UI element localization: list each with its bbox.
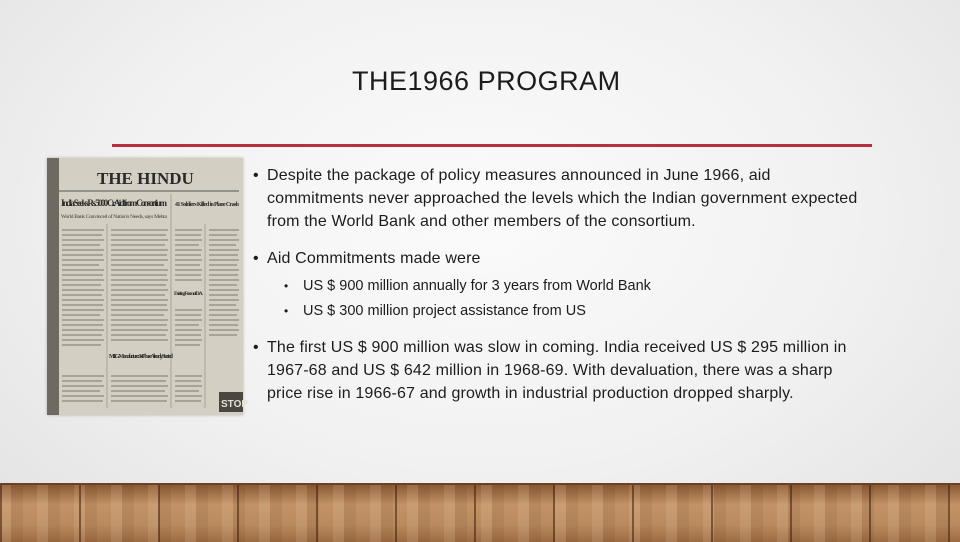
bullet-dot-icon: • bbox=[284, 279, 289, 293]
sub-bullet-list bbox=[248, 274, 868, 324]
headline-4: M.I.G. Manufacture: 1st Phase Already Started bbox=[109, 354, 174, 360]
headline-3: Existing Form of D.A. bbox=[174, 291, 203, 297]
bullet-dot-icon: • bbox=[253, 167, 259, 184]
slide-title: THE1966 PROGRAM bbox=[352, 66, 621, 96]
bullet-text: The first US $ 900 million was slow in coming. India received US $ 295 million in 1967-68 and US $ 642 million in 1968-69. With devaluation, there was a sharp price rise in 1966-67 and growth in industrial production dropped sharply. bbox=[267, 339, 847, 402]
bullet-text: Aid Commitments made were bbox=[267, 250, 481, 267]
masthead: THE HINDU bbox=[97, 169, 194, 188]
sub-bullet-item bbox=[248, 299, 868, 324]
subhead-1: World Bank Convinced of Nation's Needs, says Mehta bbox=[61, 214, 167, 220]
bullet-dot-icon: • bbox=[253, 250, 259, 267]
stop-label: STOP bbox=[221, 399, 249, 410]
bullet-item bbox=[248, 164, 868, 233]
bullet-dot-icon: • bbox=[284, 304, 289, 318]
bullet-list bbox=[248, 164, 868, 419]
headline-2: 41 Soldiers Killed in Plane Crash bbox=[175, 202, 239, 208]
newspaper-image bbox=[47, 158, 249, 415]
sub-bullet-text: US $ 900 million annually for 3 years from World Bank bbox=[303, 278, 651, 294]
headline-1: India Seeks Rs. 5000 Cr. Aid from Consortium bbox=[61, 198, 168, 208]
bullet-item bbox=[248, 247, 868, 270]
sub-bullet-text: US $ 300 million project assistance from US bbox=[303, 303, 586, 319]
bullet-text: Despite the package of policy measures announced in June 1966, aid commitments never approached the levels which the Indian government expected from the World Bank and other members of the consortium. bbox=[267, 167, 858, 230]
wood-floor-decoration bbox=[0, 483, 960, 542]
bullet-item bbox=[248, 336, 868, 405]
sub-bullet-item bbox=[248, 274, 868, 299]
title-divider bbox=[112, 144, 872, 147]
newspaper-image-icon bbox=[47, 158, 249, 415]
bullet-dot-icon: • bbox=[253, 339, 259, 356]
